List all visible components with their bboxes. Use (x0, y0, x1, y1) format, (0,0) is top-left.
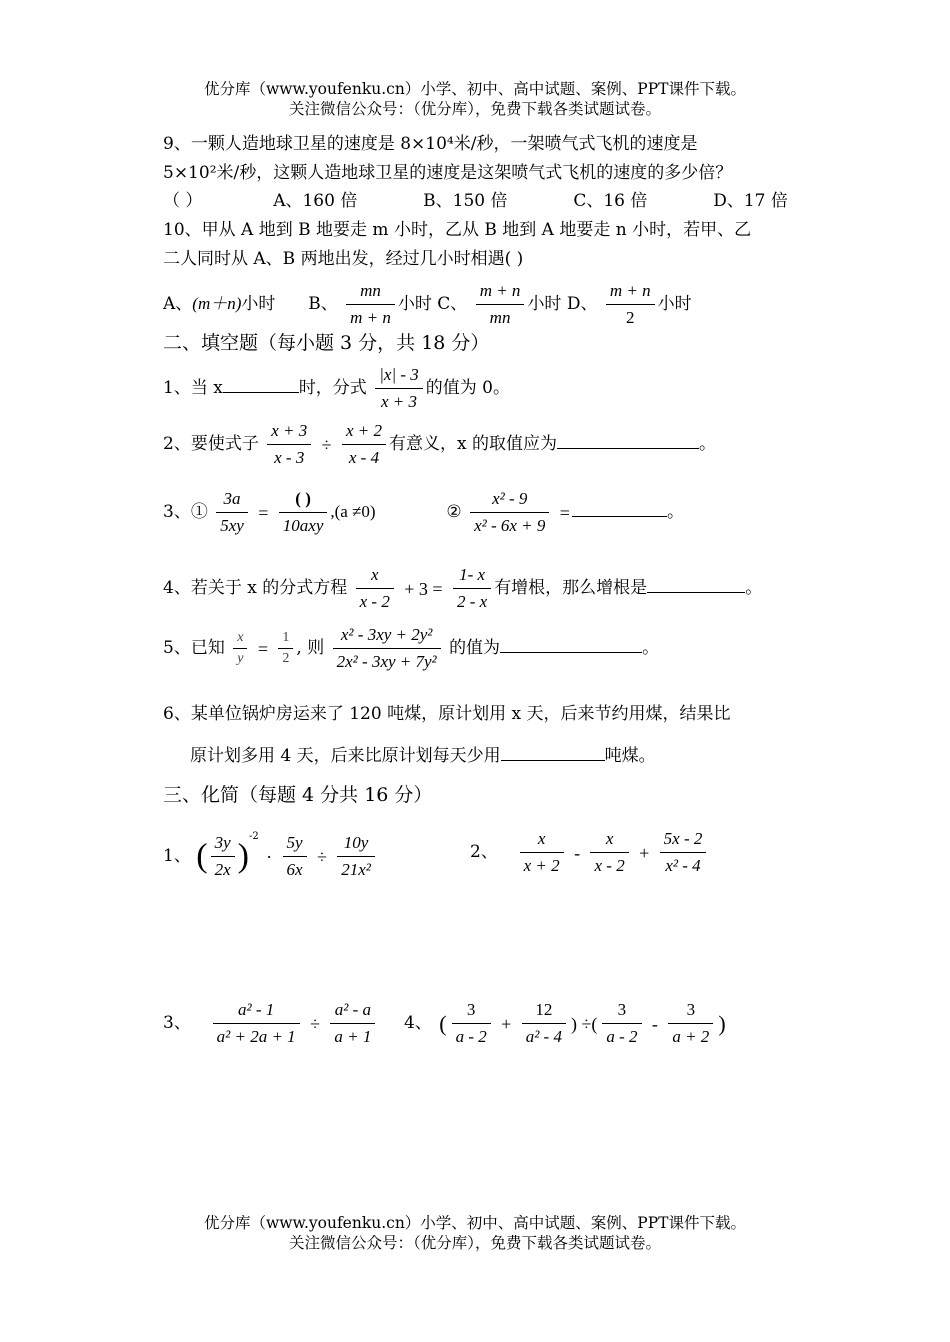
s2-q3-prefix: 3、① (163, 502, 208, 522)
s2-q3-fraction-2[interactable] (279, 486, 328, 539)
s2-q5-fraction-2 (278, 628, 293, 669)
s2-q5-end: 。 (642, 638, 660, 658)
s2-q1-mid: 时，分式 (298, 378, 367, 398)
s3-p3-fraction-2 (330, 997, 375, 1050)
s3-p4-f4-den: a + 2 (672, 1027, 710, 1046)
s2-q5-prefix: 5、已知 (163, 638, 225, 658)
s3-p2-f3-num: 5x - 2 (660, 826, 707, 853)
s2-q5-eq: = (257, 638, 269, 659)
s2-q5-suffix: 的值为 (449, 638, 501, 658)
s2-q3-f3-den: x² - 6x + 9 (474, 516, 546, 535)
s3-p2-fraction-1 (520, 826, 564, 879)
s2-q1-den: x + 3 (380, 392, 418, 411)
footer-line-1: 优分库（www.youfenku.cn）小学、初中、高中试题、案例、PPT课件下载。 (203, 1214, 747, 1232)
s3-p1-inner-den: 2x (214, 860, 231, 879)
s2-q4-f2-num: 1- x (453, 562, 491, 589)
footer-line-2: 关注微信公众号：（优分库），免费下载各类试题试卷。 (288, 1234, 661, 1252)
q9-option-b: B、150 倍 (423, 191, 508, 211)
s2-q6-blank[interactable] (501, 760, 605, 761)
s3-p3-f1-den: a² + 2a + 1 (216, 1027, 296, 1046)
s2-q2-suffix: 有意义，x 的取值应为 (389, 434, 557, 454)
s3-p1-f3-den: 21x² (341, 860, 371, 879)
s2-q3-end: 。 (666, 502, 684, 522)
s2-q5-then: , 则 (296, 638, 325, 658)
s2-q4-fraction-1 (356, 562, 394, 615)
s2-q5-fraction-1 (233, 628, 247, 669)
s3-p2-plus: + (639, 842, 650, 863)
s2-q3-f1-den: 5xy (220, 516, 244, 535)
q10-options (163, 278, 692, 331)
q10-opt-b-unit: 小时 (397, 294, 432, 314)
s3-p1-fraction-3 (337, 830, 375, 883)
s2-q3-f2-num-blank[interactable]: ( ) (279, 486, 328, 513)
s3-p4-left-paren: ( (439, 1010, 447, 1036)
s2-q2-f2-den: x - 4 (348, 448, 380, 467)
s2-q5-fraction-3 (333, 622, 441, 675)
s2-q3-f2-den: 10axy (282, 516, 324, 535)
s3-p2-f1-num: x (520, 826, 564, 853)
q9-paren: （ ） (163, 191, 203, 211)
s2-q3-fraction-1 (216, 486, 248, 539)
s2-q3-f3-num: x² - 9 (470, 486, 549, 513)
s2-q2-div: ÷ (321, 434, 332, 455)
s2-q4 (163, 562, 762, 615)
s3-p1-left-paren: ( (196, 837, 208, 875)
s3-p3 (163, 997, 378, 1050)
s3-p2-fraction-3 (660, 826, 707, 879)
s2-q2-fraction-2 (342, 418, 386, 471)
s3-p4-f1-den: a - 2 (455, 1027, 487, 1046)
s3-p4-f4-num: 3 (668, 997, 713, 1024)
q10-opt-d-label: D、 (566, 294, 598, 314)
s2-q5-f1-num: x (233, 628, 247, 649)
s3-p4-fraction-2 (522, 997, 566, 1050)
q10-line-2: 二人同时从 A、B 两地出发，经过几小时相遇( ) (163, 249, 524, 269)
s2-q4-prefix: 4、若关于 x 的分式方程 (163, 578, 348, 598)
s3-p4-f1-num: 3 (452, 997, 491, 1024)
s2-q2-f1-num: x + 3 (267, 418, 311, 445)
q9-option-c: C、16 倍 (573, 191, 648, 211)
q10-opt-b-den: m + n (350, 308, 391, 327)
s3-p2-label: 2、 (470, 842, 498, 862)
s2-q2-prefix: 2、要使式子 (163, 434, 259, 454)
s3-p4-label: 4、 (404, 1013, 432, 1033)
header-line-2: 关注微信公众号：（优分库），免费下载各类试题试卷。 (288, 100, 661, 118)
s3-p3-f2-den: a + 1 (334, 1027, 372, 1046)
q10-opt-c-fraction (476, 278, 525, 331)
s3-p4-f2-num: 12 (522, 997, 566, 1024)
s3-p4-f3-den: a - 2 (606, 1027, 638, 1046)
s2-q3-f1-num: 3a (216, 486, 248, 513)
s3-p1-f2-den: 6x (286, 860, 303, 879)
s3-p4-f2-den: a² - 4 (525, 1027, 562, 1046)
s3-p1-exponent: -2 (248, 831, 259, 842)
s2-q2-fraction-1 (267, 418, 311, 471)
section-2-title: 二、填空题（每小题 3 分，共 18 分） (163, 332, 490, 354)
s3-p4-right-paren: ) (718, 1010, 726, 1036)
s3-p3-f1-num: a² - 1 (213, 997, 300, 1024)
s3-p1-right-paren: ) (237, 837, 249, 875)
q10-opt-b-label: B、 (308, 294, 338, 314)
s2-q3-eq-2: = (559, 502, 570, 523)
s3-p2-f3-den: x² - 4 (665, 856, 701, 875)
s3-p4-mid: ) ÷( (570, 1013, 598, 1034)
s3-p1-f3-num: 10y (337, 830, 375, 857)
q10-opt-d-num: m + n (606, 278, 655, 305)
s2-q4-end: 。 (745, 578, 763, 598)
s2-q5-f1-den: y (237, 651, 244, 666)
q10-opt-a-label: A、 (163, 294, 193, 314)
s3-p2-f2-den: x - 2 (594, 856, 625, 875)
s2-q3-fraction-3 (470, 486, 549, 539)
s2-q2-f1-den: x - 3 (274, 448, 305, 467)
q10-opt-c-num: m + n (476, 278, 525, 305)
s2-q6-text: 原计划多用 4 天，后来比原计划每天少用 (190, 746, 501, 766)
s3-p2-f1-den: x + 2 (523, 856, 560, 875)
s3-p2-fraction-2 (590, 826, 628, 879)
s2-q3-cond: ,(a ≠0) (330, 502, 376, 521)
s2-q1-suffix: 的值为 0。 (425, 378, 511, 398)
q10-opt-d-fraction (606, 278, 655, 331)
q10-opt-b-num: mn (346, 278, 395, 305)
s2-q1-prefix: 1、当 x (163, 378, 223, 398)
q10-opt-c-den: mn (489, 308, 511, 327)
s2-q3-eq: = (258, 502, 269, 523)
s2-q4-f1-num: x (356, 562, 394, 589)
s2-q4-plus: + 3 = (404, 578, 443, 599)
q10-opt-b-fraction (346, 278, 395, 331)
q10-opt-a-expr: (m＋n) (192, 294, 242, 313)
s2-q4-fraction-2 (453, 562, 491, 615)
s2-q2 (163, 418, 716, 471)
s2-q2-f2-num: x + 2 (342, 418, 386, 445)
s2-q5-f2-den: 2 (282, 651, 290, 666)
q10-opt-a-unit: 小时 (241, 294, 276, 314)
s2-q5-blank[interactable] (500, 652, 642, 653)
s3-p1-inner-fraction (211, 830, 235, 883)
s2-q6-line-1: 6、某单位锅炉房运来了 120 吨煤，原计划用 x 天，后来节约用煤，结果比 (163, 704, 731, 724)
s3-p2-f2-num: x (590, 826, 628, 853)
s3-p1-div: ÷ (316, 846, 327, 867)
s3-p4-fraction-4 (668, 997, 713, 1050)
s3-p1-label: 1、 (163, 846, 191, 866)
s2-q6-line-2 (190, 745, 656, 767)
s3-p3-fraction-1 (213, 997, 300, 1050)
s2-q6-end: 吨煤。 (604, 746, 656, 766)
s2-q4-blank[interactable] (647, 592, 745, 593)
s3-p1 (163, 826, 378, 883)
s3-p2-minus: - (574, 842, 581, 863)
q9-option-a: A、160 倍 (273, 191, 358, 211)
s3-p4-plus: + (501, 1013, 512, 1034)
s3-p4-minus: - (651, 1013, 658, 1034)
s3-p4 (404, 997, 728, 1050)
s3-p3-label: 3、 (163, 1013, 191, 1033)
section-3-title: 三、化简（每题 4 分共 16 分） (163, 784, 433, 806)
s2-q3 (163, 486, 684, 539)
s2-q2-end: 。 (699, 434, 716, 454)
q9-options (163, 190, 788, 212)
s2-q4-f2-den: 2 - x (456, 592, 488, 611)
s2-q1-num: |x| - 3 (375, 362, 423, 389)
s3-p1-dot: · (266, 846, 273, 867)
q10-opt-d-den: 2 (626, 308, 635, 327)
s2-q3-circle-2: ② (446, 502, 462, 522)
s3-p4-fraction-1 (452, 997, 491, 1050)
s2-q5 (163, 622, 659, 675)
s3-p1-fraction-2 (283, 830, 307, 883)
s2-q5-f2-num: 1 (278, 628, 293, 649)
s3-p4-fraction-3 (602, 997, 641, 1050)
q9-line-1: 9、一颗人造地球卫星的速度是 8×10⁴米/秒，一架喷气式飞机的速度是 (163, 134, 698, 154)
q10-opt-d-unit: 小时 (657, 294, 692, 314)
s3-p3-f2-num: a² - a (330, 997, 375, 1024)
s2-q2-blank[interactable] (557, 448, 699, 449)
q10-line-1: 10、甲从 A 地到 B 地要走 m 小时，乙从 B 地到 A 地要走 n 小时，若甲、乙 (163, 220, 752, 240)
q10-opt-c-unit: 小时 (527, 294, 562, 314)
s2-q1 (163, 362, 510, 415)
s3-p4-f3-num: 3 (602, 997, 641, 1024)
q10-opt-c-label: C、 (437, 294, 468, 314)
s3-p1-f2-num: 5y (283, 830, 307, 857)
s2-q3-blank[interactable] (572, 516, 667, 517)
q9-line-2: 5×10²米/秒，这颗人造地球卫星的速度是这架喷气式飞机的速度的多少倍？ (163, 163, 733, 183)
s2-q4-suffix: 有增根，那么增根是 (494, 578, 648, 598)
header-line-1: 优分库（www.youfenku.cn）小学、初中、高中试题、案例、PPT课件下载。 (203, 80, 747, 98)
s3-p2 (470, 826, 709, 879)
s2-q4-f1-den: x - 2 (359, 592, 390, 611)
s2-q5-f3-den: 2x² - 3xy + 7y² (336, 652, 437, 671)
s3-p1-inner-num: 3y (211, 830, 235, 857)
s3-p3-div: ÷ (310, 1013, 320, 1034)
q9-option-d: D、17 倍 (713, 191, 788, 211)
s2-q5-f3-num: x² - 3xy + 2y² (333, 622, 441, 649)
s2-q1-fraction (375, 362, 423, 415)
s2-q1-blank[interactable] (223, 392, 299, 393)
